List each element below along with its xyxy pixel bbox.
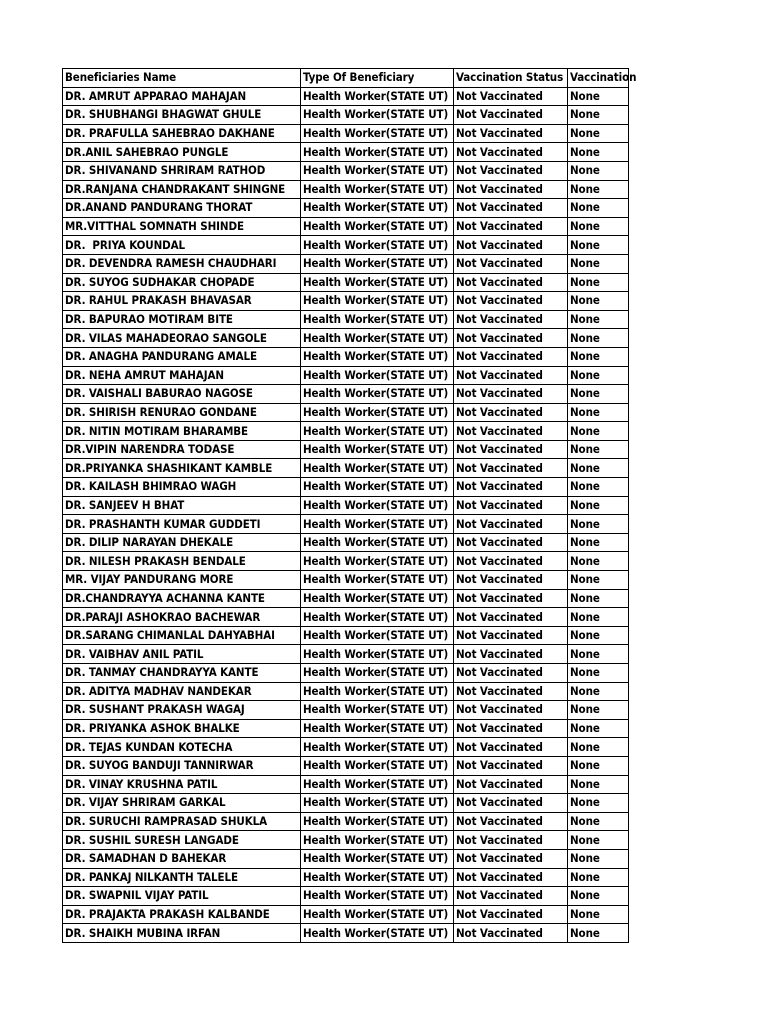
vaccination-cell: None <box>568 143 629 162</box>
beneficiary-name-cell: DR. DILIP NARAYAN DHEKALE <box>63 533 301 552</box>
vaccination-cell: None <box>568 775 629 794</box>
vaccination-cell: None <box>568 589 629 608</box>
vaccination-cell: None <box>568 254 629 273</box>
vaccination-cell: None <box>568 440 629 459</box>
beneficiary-name-cell: DR. ANAGHA PANDURANG AMALE <box>63 347 301 366</box>
vaccination-status-cell: Not Vaccinated <box>454 236 568 255</box>
beneficiary-type-cell: Health Worker(STATE UT) <box>301 292 454 311</box>
vaccination-status-cell: Not Vaccinated <box>454 310 568 329</box>
vaccination-status-cell: Not Vaccinated <box>454 366 568 385</box>
vaccination-status-cell: Not Vaccinated <box>454 199 568 218</box>
beneficiary-type-cell: Health Worker(STATE UT) <box>301 478 454 497</box>
vaccination-cell: None <box>568 422 629 441</box>
vaccination-status-cell: Not Vaccinated <box>454 794 568 813</box>
beneficiary-name-cell: DR. VIJAY SHRIRAM GARKAL <box>63 794 301 813</box>
vaccination-cell: None <box>568 887 629 906</box>
beneficiary-type-cell: Health Worker(STATE UT) <box>301 236 454 255</box>
beneficiary-type-cell: Health Worker(STATE UT) <box>301 422 454 441</box>
vaccination-cell: None <box>568 273 629 292</box>
beneficiary-type-cell: Health Worker(STATE UT) <box>301 515 454 534</box>
beneficiary-type-cell: Health Worker(STATE UT) <box>301 831 454 850</box>
vaccination-status-cell: Not Vaccinated <box>454 217 568 236</box>
table-row <box>63 403 629 422</box>
vaccination-cell: None <box>568 496 629 515</box>
beneficiary-name-cell: DR.PRIYANKA SHASHIKANT KAMBLE <box>63 459 301 478</box>
vaccination-cell: None <box>568 292 629 311</box>
table-row <box>63 347 629 366</box>
beneficiary-name-cell: DR. BAPURAO MOTIRAM BITE <box>63 310 301 329</box>
beneficiary-type-cell: Health Worker(STATE UT) <box>301 608 454 627</box>
vaccination-cell: None <box>568 87 629 106</box>
beneficiaries-sheet <box>62 68 637 943</box>
beneficiary-name-cell: DR. TEJAS KUNDAN KOTECHA <box>63 738 301 757</box>
beneficiary-type-cell: Health Worker(STATE UT) <box>301 645 454 664</box>
vaccination-status-cell: Not Vaccinated <box>454 719 568 738</box>
vaccination-cell: None <box>568 571 629 590</box>
vaccination-status-cell: Not Vaccinated <box>454 849 568 868</box>
vaccination-cell: None <box>568 664 629 683</box>
vaccination-status-cell: Not Vaccinated <box>454 831 568 850</box>
header-vaccination-status: Vaccination Status <box>454 69 568 88</box>
beneficiary-type-cell: Health Worker(STATE UT) <box>301 571 454 590</box>
vaccination-cell: None <box>568 366 629 385</box>
beneficiary-type-cell: Health Worker(STATE UT) <box>301 161 454 180</box>
beneficiary-name-cell: MR. VIJAY PANDURANG MORE <box>63 571 301 590</box>
table-row <box>63 701 629 720</box>
beneficiary-name-cell: DR. SUYOG BANDUJI TANNIRWAR <box>63 756 301 775</box>
vaccination-status-cell: Not Vaccinated <box>454 552 568 571</box>
vaccination-status-cell: Not Vaccinated <box>454 347 568 366</box>
table-row <box>63 310 629 329</box>
table-row <box>63 385 629 404</box>
table-row <box>63 180 629 199</box>
vaccination-status-cell: Not Vaccinated <box>454 589 568 608</box>
beneficiary-type-cell: Health Worker(STATE UT) <box>301 552 454 571</box>
table-row <box>63 329 629 348</box>
beneficiary-type-cell: Health Worker(STATE UT) <box>301 124 454 143</box>
vaccination-cell: None <box>568 533 629 552</box>
table-row <box>63 608 629 627</box>
beneficiary-name-cell: MR.VITTHAL SOMNATH SHINDE <box>63 217 301 236</box>
vaccination-status-cell: Not Vaccinated <box>454 180 568 199</box>
table-row <box>63 515 629 534</box>
beneficiary-type-cell: Health Worker(STATE UT) <box>301 756 454 775</box>
vaccination-cell: None <box>568 682 629 701</box>
vaccination-cell: None <box>568 738 629 757</box>
table-row <box>63 682 629 701</box>
beneficiary-type-cell: Health Worker(STATE UT) <box>301 496 454 515</box>
beneficiary-type-cell: Health Worker(STATE UT) <box>301 887 454 906</box>
beneficiary-name-cell: DR. SHUBHANGI BHAGWAT GHULE <box>63 106 301 125</box>
vaccination-cell: None <box>568 794 629 813</box>
beneficiary-name-cell: DR. NILESH PRAKASH BENDALE <box>63 552 301 571</box>
header-vaccination: Vaccination <box>568 69 629 88</box>
table-row <box>63 236 629 255</box>
beneficiary-name-cell: DR.VIPIN NARENDRA TODASE <box>63 440 301 459</box>
table-row <box>63 366 629 385</box>
table-row <box>63 738 629 757</box>
vaccination-cell: None <box>568 868 629 887</box>
table-row <box>63 254 629 273</box>
beneficiary-name-cell: DR. PANKAJ NILKANTH TALELE <box>63 868 301 887</box>
vaccination-cell: None <box>568 849 629 868</box>
vaccination-status-cell: Not Vaccinated <box>454 887 568 906</box>
header-row <box>63 69 629 88</box>
header-type-of-beneficiary: Type Of Beneficiary <box>301 69 454 88</box>
vaccination-cell: None <box>568 905 629 924</box>
beneficiary-name-cell: DR. PRASHANTH KUMAR GUDDETI <box>63 515 301 534</box>
vaccination-status-cell: Not Vaccinated <box>454 775 568 794</box>
beneficiary-name-cell: DR.SARANG CHIMANLAL DAHYABHAI <box>63 626 301 645</box>
vaccination-cell: None <box>568 478 629 497</box>
beneficiary-name-cell: DR. SUYOG SUDHAKAR CHOPADE <box>63 273 301 292</box>
vaccination-cell: None <box>568 608 629 627</box>
beneficiary-type-cell: Health Worker(STATE UT) <box>301 924 454 943</box>
table-row <box>63 756 629 775</box>
beneficiary-name-cell: DR. TANMAY CHANDRAYYA KANTE <box>63 664 301 683</box>
table-row <box>63 422 629 441</box>
vaccination-cell: None <box>568 812 629 831</box>
table-row <box>63 106 629 125</box>
table-row <box>63 645 629 664</box>
table-row <box>63 87 629 106</box>
vaccination-cell: None <box>568 403 629 422</box>
vaccination-status-cell: Not Vaccinated <box>454 440 568 459</box>
beneficiary-name-cell: DR. VAISHALI BABURAO NAGOSE <box>63 385 301 404</box>
beneficiary-type-cell: Health Worker(STATE UT) <box>301 719 454 738</box>
vaccination-status-cell: Not Vaccinated <box>454 608 568 627</box>
vaccination-status-cell: Not Vaccinated <box>454 905 568 924</box>
table-row <box>63 143 629 162</box>
vaccination-status-cell: Not Vaccinated <box>454 645 568 664</box>
table-row <box>63 459 629 478</box>
beneficiary-name-cell: DR. PRIYA KOUNDAL <box>63 236 301 255</box>
beneficiary-type-cell: Health Worker(STATE UT) <box>301 329 454 348</box>
beneficiary-type-cell: Health Worker(STATE UT) <box>301 905 454 924</box>
beneficiary-type-cell: Health Worker(STATE UT) <box>301 533 454 552</box>
beneficiary-name-cell: DR. SANJEEV H BHAT <box>63 496 301 515</box>
table-row <box>63 533 629 552</box>
beneficiary-type-cell: Health Worker(STATE UT) <box>301 347 454 366</box>
vaccination-cell: None <box>568 217 629 236</box>
vaccination-status-cell: Not Vaccinated <box>454 124 568 143</box>
vaccination-status-cell: Not Vaccinated <box>454 515 568 534</box>
vaccination-cell: None <box>568 161 629 180</box>
beneficiary-type-cell: Health Worker(STATE UT) <box>301 682 454 701</box>
vaccination-cell: None <box>568 236 629 255</box>
beneficiary-name-cell: DR.ANAND PANDURANG THORAT <box>63 199 301 218</box>
table-row <box>63 273 629 292</box>
beneficiary-name-cell: DR. NEHA AMRUT MAHAJAN <box>63 366 301 385</box>
beneficiary-name-cell: DR.RANJANA CHANDRAKANT SHINGNE <box>63 180 301 199</box>
table-row <box>63 664 629 683</box>
vaccination-cell: None <box>568 831 629 850</box>
vaccination-cell: None <box>568 199 629 218</box>
beneficiary-type-cell: Health Worker(STATE UT) <box>301 849 454 868</box>
vaccination-cell: None <box>568 756 629 775</box>
table-row <box>63 552 629 571</box>
beneficiary-name-cell: DR. PRAJAKTA PRAKASH KALBANDE <box>63 905 301 924</box>
beneficiary-name-cell: DR. SUSHIL SURESH LANGADE <box>63 831 301 850</box>
vaccination-cell: None <box>568 645 629 664</box>
vaccination-cell: None <box>568 180 629 199</box>
vaccination-status-cell: Not Vaccinated <box>454 756 568 775</box>
beneficiary-name-cell: DR. SWAPNIL VIJAY PATIL <box>63 887 301 906</box>
beneficiary-name-cell: DR. VAIBHAV ANIL PATIL <box>63 645 301 664</box>
beneficiary-name-cell: DR. SHIVANAND SHRIRAM RATHOD <box>63 161 301 180</box>
table-row <box>63 794 629 813</box>
vaccination-status-cell: Not Vaccinated <box>454 403 568 422</box>
vaccination-status-cell: Not Vaccinated <box>454 738 568 757</box>
vaccination-status-cell: Not Vaccinated <box>454 329 568 348</box>
table-row <box>63 589 629 608</box>
beneficiary-type-cell: Health Worker(STATE UT) <box>301 385 454 404</box>
table-row <box>63 199 629 218</box>
vaccination-status-cell: Not Vaccinated <box>454 812 568 831</box>
header-beneficiaries-name: Beneficiaries Name <box>63 69 301 88</box>
beneficiary-type-cell: Health Worker(STATE UT) <box>301 440 454 459</box>
table-row <box>63 124 629 143</box>
vaccination-status-cell: Not Vaccinated <box>454 143 568 162</box>
vaccination-status-cell: Not Vaccinated <box>454 254 568 273</box>
table-row <box>63 161 629 180</box>
vaccination-status-cell: Not Vaccinated <box>454 478 568 497</box>
beneficiary-type-cell: Health Worker(STATE UT) <box>301 254 454 273</box>
beneficiary-type-cell: Health Worker(STATE UT) <box>301 664 454 683</box>
beneficiary-name-cell: DR. VINAY KRUSHNA PATIL <box>63 775 301 794</box>
beneficiary-type-cell: Health Worker(STATE UT) <box>301 180 454 199</box>
vaccination-cell: None <box>568 459 629 478</box>
table-row <box>63 496 629 515</box>
vaccination-cell: None <box>568 924 629 943</box>
beneficiary-type-cell: Health Worker(STATE UT) <box>301 106 454 125</box>
beneficiary-type-cell: Health Worker(STATE UT) <box>301 366 454 385</box>
beneficiary-type-cell: Health Worker(STATE UT) <box>301 626 454 645</box>
table-row <box>63 924 629 943</box>
beneficiary-type-cell: Health Worker(STATE UT) <box>301 143 454 162</box>
vaccination-cell: None <box>568 385 629 404</box>
vaccination-status-cell: Not Vaccinated <box>454 161 568 180</box>
beneficiary-type-cell: Health Worker(STATE UT) <box>301 701 454 720</box>
table-row <box>63 887 629 906</box>
vaccination-cell: None <box>568 515 629 534</box>
vaccination-status-cell: Not Vaccinated <box>454 106 568 125</box>
table-row <box>63 626 629 645</box>
table-row <box>63 775 629 794</box>
beneficiary-type-cell: Health Worker(STATE UT) <box>301 738 454 757</box>
beneficiary-type-cell: Health Worker(STATE UT) <box>301 87 454 106</box>
vaccination-status-cell: Not Vaccinated <box>454 385 568 404</box>
beneficiary-name-cell: DR. ADITYA MADHAV NANDEKAR <box>63 682 301 701</box>
vaccination-status-cell: Not Vaccinated <box>454 87 568 106</box>
beneficiary-name-cell: DR. DEVENDRA RAMESH CHAUDHARI <box>63 254 301 273</box>
vaccination-status-cell: Not Vaccinated <box>454 701 568 720</box>
vaccination-status-cell: Not Vaccinated <box>454 273 568 292</box>
beneficiary-name-cell: DR.PARAJI ASHOKRAO BACHEWAR <box>63 608 301 627</box>
beneficiary-name-cell: DR. SAMADHAN D BAHEKAR <box>63 849 301 868</box>
beneficiary-name-cell: DR. SHAIKH MUBINA IRFAN <box>63 924 301 943</box>
beneficiary-name-cell: DR. PRIYANKA ASHOK BHALKE <box>63 719 301 738</box>
table-row <box>63 292 629 311</box>
beneficiary-type-cell: Health Worker(STATE UT) <box>301 459 454 478</box>
beneficiary-name-cell: DR. NITIN MOTIRAM BHARAMBE <box>63 422 301 441</box>
table-row <box>63 831 629 850</box>
table-row <box>63 440 629 459</box>
beneficiary-name-cell: DR. KAILASH BHIMRAO WAGH <box>63 478 301 497</box>
beneficiary-type-cell: Health Worker(STATE UT) <box>301 403 454 422</box>
vaccination-cell: None <box>568 106 629 125</box>
beneficiary-type-cell: Health Worker(STATE UT) <box>301 199 454 218</box>
beneficiary-name-cell: DR. RAHUL PRAKASH BHAVASAR <box>63 292 301 311</box>
beneficiary-type-cell: Health Worker(STATE UT) <box>301 794 454 813</box>
vaccination-cell: None <box>568 310 629 329</box>
table-row <box>63 571 629 590</box>
table-row <box>63 812 629 831</box>
beneficiary-type-cell: Health Worker(STATE UT) <box>301 589 454 608</box>
vaccination-cell: None <box>568 626 629 645</box>
beneficiary-name-cell: DR. PRAFULLA SAHEBRAO DAKHANE <box>63 124 301 143</box>
vaccination-cell: None <box>568 124 629 143</box>
table-row <box>63 905 629 924</box>
beneficiary-name-cell: DR.ANIL SAHEBRAO PUNGLE <box>63 143 301 162</box>
table-row <box>63 868 629 887</box>
beneficiary-name-cell: DR. SHIRISH RENURAO GONDANE <box>63 403 301 422</box>
beneficiaries-table <box>62 68 637 943</box>
beneficiary-type-cell: Health Worker(STATE UT) <box>301 812 454 831</box>
beneficiary-type-cell: Health Worker(STATE UT) <box>301 217 454 236</box>
vaccination-status-cell: Not Vaccinated <box>454 533 568 552</box>
table-row <box>63 217 629 236</box>
beneficiary-name-cell: DR. AMRUT APPARAO MAHAJAN <box>63 87 301 106</box>
vaccination-status-cell: Not Vaccinated <box>454 868 568 887</box>
beneficiary-type-cell: Health Worker(STATE UT) <box>301 868 454 887</box>
vaccination-status-cell: Not Vaccinated <box>454 682 568 701</box>
vaccination-cell: None <box>568 552 629 571</box>
vaccination-status-cell: Not Vaccinated <box>454 626 568 645</box>
vaccination-status-cell: Not Vaccinated <box>454 664 568 683</box>
table-row <box>63 849 629 868</box>
beneficiary-type-cell: Health Worker(STATE UT) <box>301 310 454 329</box>
vaccination-cell: None <box>568 719 629 738</box>
table-body <box>63 87 629 942</box>
beneficiary-name-cell: DR. SUSHANT PRAKASH WAGAJ <box>63 701 301 720</box>
vaccination-cell: None <box>568 347 629 366</box>
beneficiary-name-cell: DR. SURUCHI RAMPRASAD SHUKLA <box>63 812 301 831</box>
vaccination-status-cell: Not Vaccinated <box>454 292 568 311</box>
vaccination-status-cell: Not Vaccinated <box>454 924 568 943</box>
table-row <box>63 719 629 738</box>
vaccination-cell: None <box>568 329 629 348</box>
vaccination-cell: None <box>568 701 629 720</box>
table-row <box>63 478 629 497</box>
vaccination-status-cell: Not Vaccinated <box>454 571 568 590</box>
vaccination-status-cell: Not Vaccinated <box>454 496 568 515</box>
beneficiary-type-cell: Health Worker(STATE UT) <box>301 775 454 794</box>
vaccination-status-cell: Not Vaccinated <box>454 422 568 441</box>
beneficiary-type-cell: Health Worker(STATE UT) <box>301 273 454 292</box>
beneficiary-name-cell: DR. VILAS MAHADEORAO SANGOLE <box>63 329 301 348</box>
beneficiary-name-cell: DR.CHANDRAYYA ACHANNA KANTE <box>63 589 301 608</box>
vaccination-status-cell: Not Vaccinated <box>454 459 568 478</box>
